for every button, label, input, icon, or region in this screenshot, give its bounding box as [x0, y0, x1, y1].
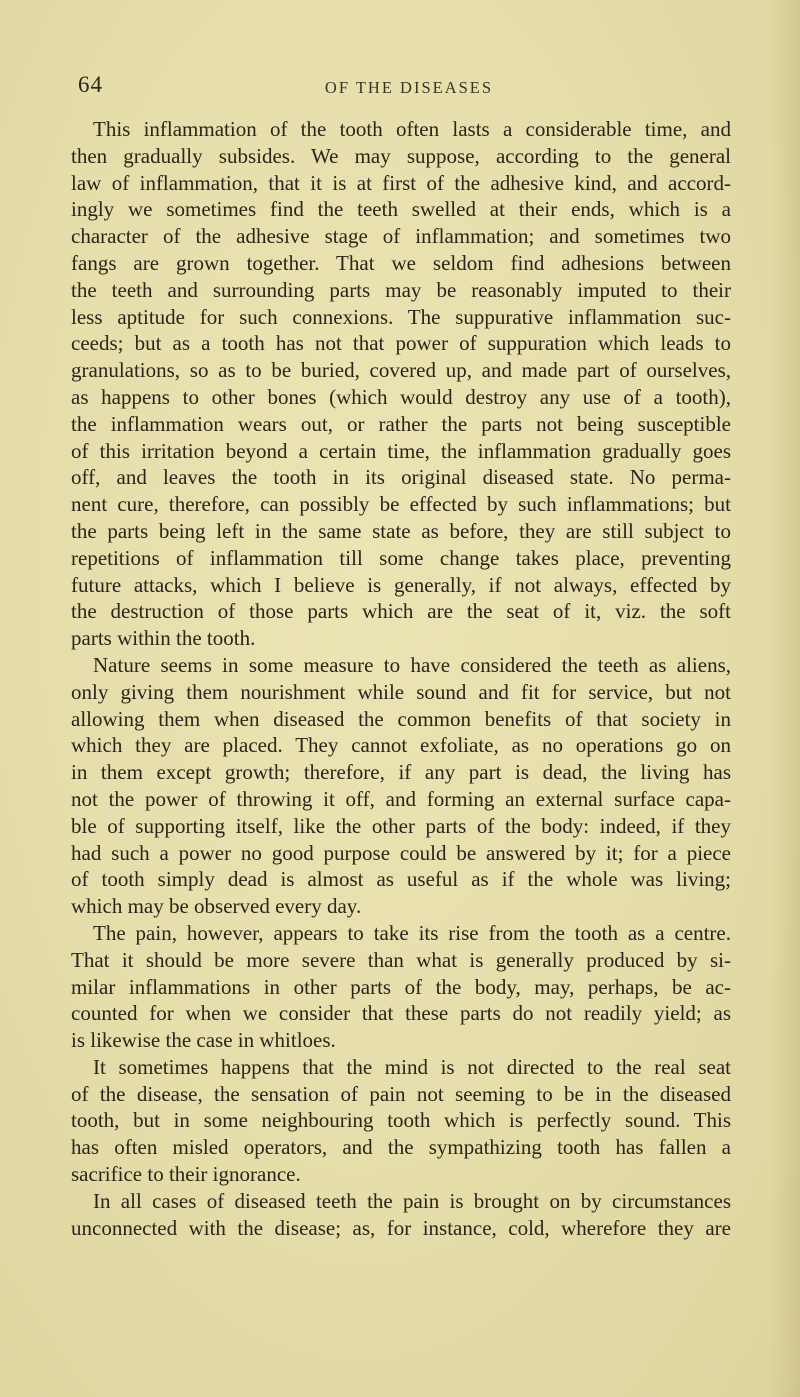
- text-line: milar inflammations in other parts of the body, may, perhaps, be ac-: [71, 974, 731, 999]
- text-line: The pain, however, appears to take its rise from the tooth as a centre.: [93, 920, 731, 945]
- text-line: less aptitude for such connexions. The suppurative inflammation suc-: [71, 304, 731, 329]
- text-line: ingly we sometimes find the teeth swelled at their ends, which is a: [71, 197, 731, 222]
- running-head: OF THE DISEASES: [324, 78, 494, 97]
- text-line: has often misled operators, and the sympathizing tooth has fallen a: [71, 1135, 731, 1160]
- page-edge-shadow: [770, 0, 800, 1397]
- text-line: future attacks, which I believe is generally, if not always, effected by: [71, 572, 731, 597]
- text-line: the inflammation wears out, or rather the parts not being susceptible: [71, 411, 731, 436]
- text-line: granulations, so as to be buried, covered up, and made part of ourselves,: [71, 358, 731, 383]
- paragraph: [71, 920, 731, 1054]
- text-line: of this irritation beyond a certain time, the inflammation gradually goes: [71, 438, 731, 463]
- text-line: in them except growth; therefore, if any part is dead, the living has: [71, 760, 731, 785]
- text-line: which they are placed. They cannot exfoliate, as no operations go on: [71, 733, 731, 758]
- text-line: ble of supporting itself, like the other parts of the body: indeed, if they: [71, 813, 731, 838]
- text-line: the teeth and surrounding parts may be reasonably imputed to their: [71, 277, 731, 302]
- text-line: fangs are grown together. That we seldom find adhesions between: [71, 250, 731, 275]
- text-line: is likewise the case in whitloes.: [71, 1028, 336, 1053]
- text-line: It sometimes happens that the mind is not directed to the real seat: [93, 1054, 731, 1079]
- text-line: only giving them nourishment while sound and fit for service, but not: [71, 679, 731, 704]
- text-line: Nature seems in some measure to have considered the teeth as aliens,: [93, 652, 731, 677]
- text-line: law of inflammation, that it is at first of the adhesive kind, and accord-: [71, 170, 731, 195]
- text-line: sacrifice to their ignorance.: [71, 1162, 301, 1187]
- text-line: repetitions of inflammation till some change takes place, preventing: [71, 545, 731, 570]
- text-line: as happens to other bones (which would destroy any use of a tooth),: [71, 384, 731, 409]
- text-line: tooth, but in some neighbouring tooth which is perfectly sound. This: [71, 1108, 731, 1133]
- text-line: off, and leaves the tooth in its original diseased state. No perma-: [71, 465, 731, 490]
- text-line: of the disease, the sensation of pain not seeming to be in the diseased: [71, 1081, 731, 1106]
- text-line: This inflammation of the tooth often lasts a considerable time, and: [93, 117, 731, 141]
- text-line: the destruction of those parts which are the seat of it, viz. the soft: [71, 599, 731, 624]
- text-line: In all cases of diseased teeth the pain is brought on by circumstances: [93, 1188, 731, 1213]
- page-number: 64: [78, 72, 103, 97]
- text-line: character of the adhesive stage of inflammation; and sometimes two: [71, 224, 731, 249]
- text-line: which may be observed every day.: [71, 894, 362, 919]
- text-line: of tooth simply dead is almost as useful as if the whole was living;: [71, 867, 731, 892]
- text-line: nent cure, therefore, can possibly be effected by such inflammations; but: [71, 492, 731, 517]
- paragraph: [71, 652, 731, 920]
- text-line: then gradually subsides. We may suppose, according to the general: [71, 143, 731, 168]
- text-line: That it should be more severe than what is generally produced by si-: [71, 947, 731, 972]
- paragraph: [71, 1054, 731, 1188]
- paragraph: [71, 116, 731, 652]
- text-line: unconnected with the disease; as, for instance, cold, wherefore they are: [71, 1215, 731, 1240]
- paragraph: [71, 1188, 731, 1242]
- text-line: allowing them when diseased the common benefits of that society in: [71, 706, 731, 731]
- text-line: had such a power no good purpose could be answered by it; for a piece: [71, 840, 731, 865]
- body-text: [71, 116, 731, 1241]
- text-line: the parts being left in the same state as before, they are still subject to: [71, 518, 731, 543]
- text-line: ceeds; but as a tooth has not that power of suppuration which leads to: [71, 331, 731, 356]
- text-line: not the power of throwing it off, and forming an external surface capa-: [71, 786, 731, 811]
- text-line: parts within the tooth.: [71, 626, 256, 651]
- text-line: counted for when we consider that these parts do not readily yield; as: [71, 1001, 731, 1026]
